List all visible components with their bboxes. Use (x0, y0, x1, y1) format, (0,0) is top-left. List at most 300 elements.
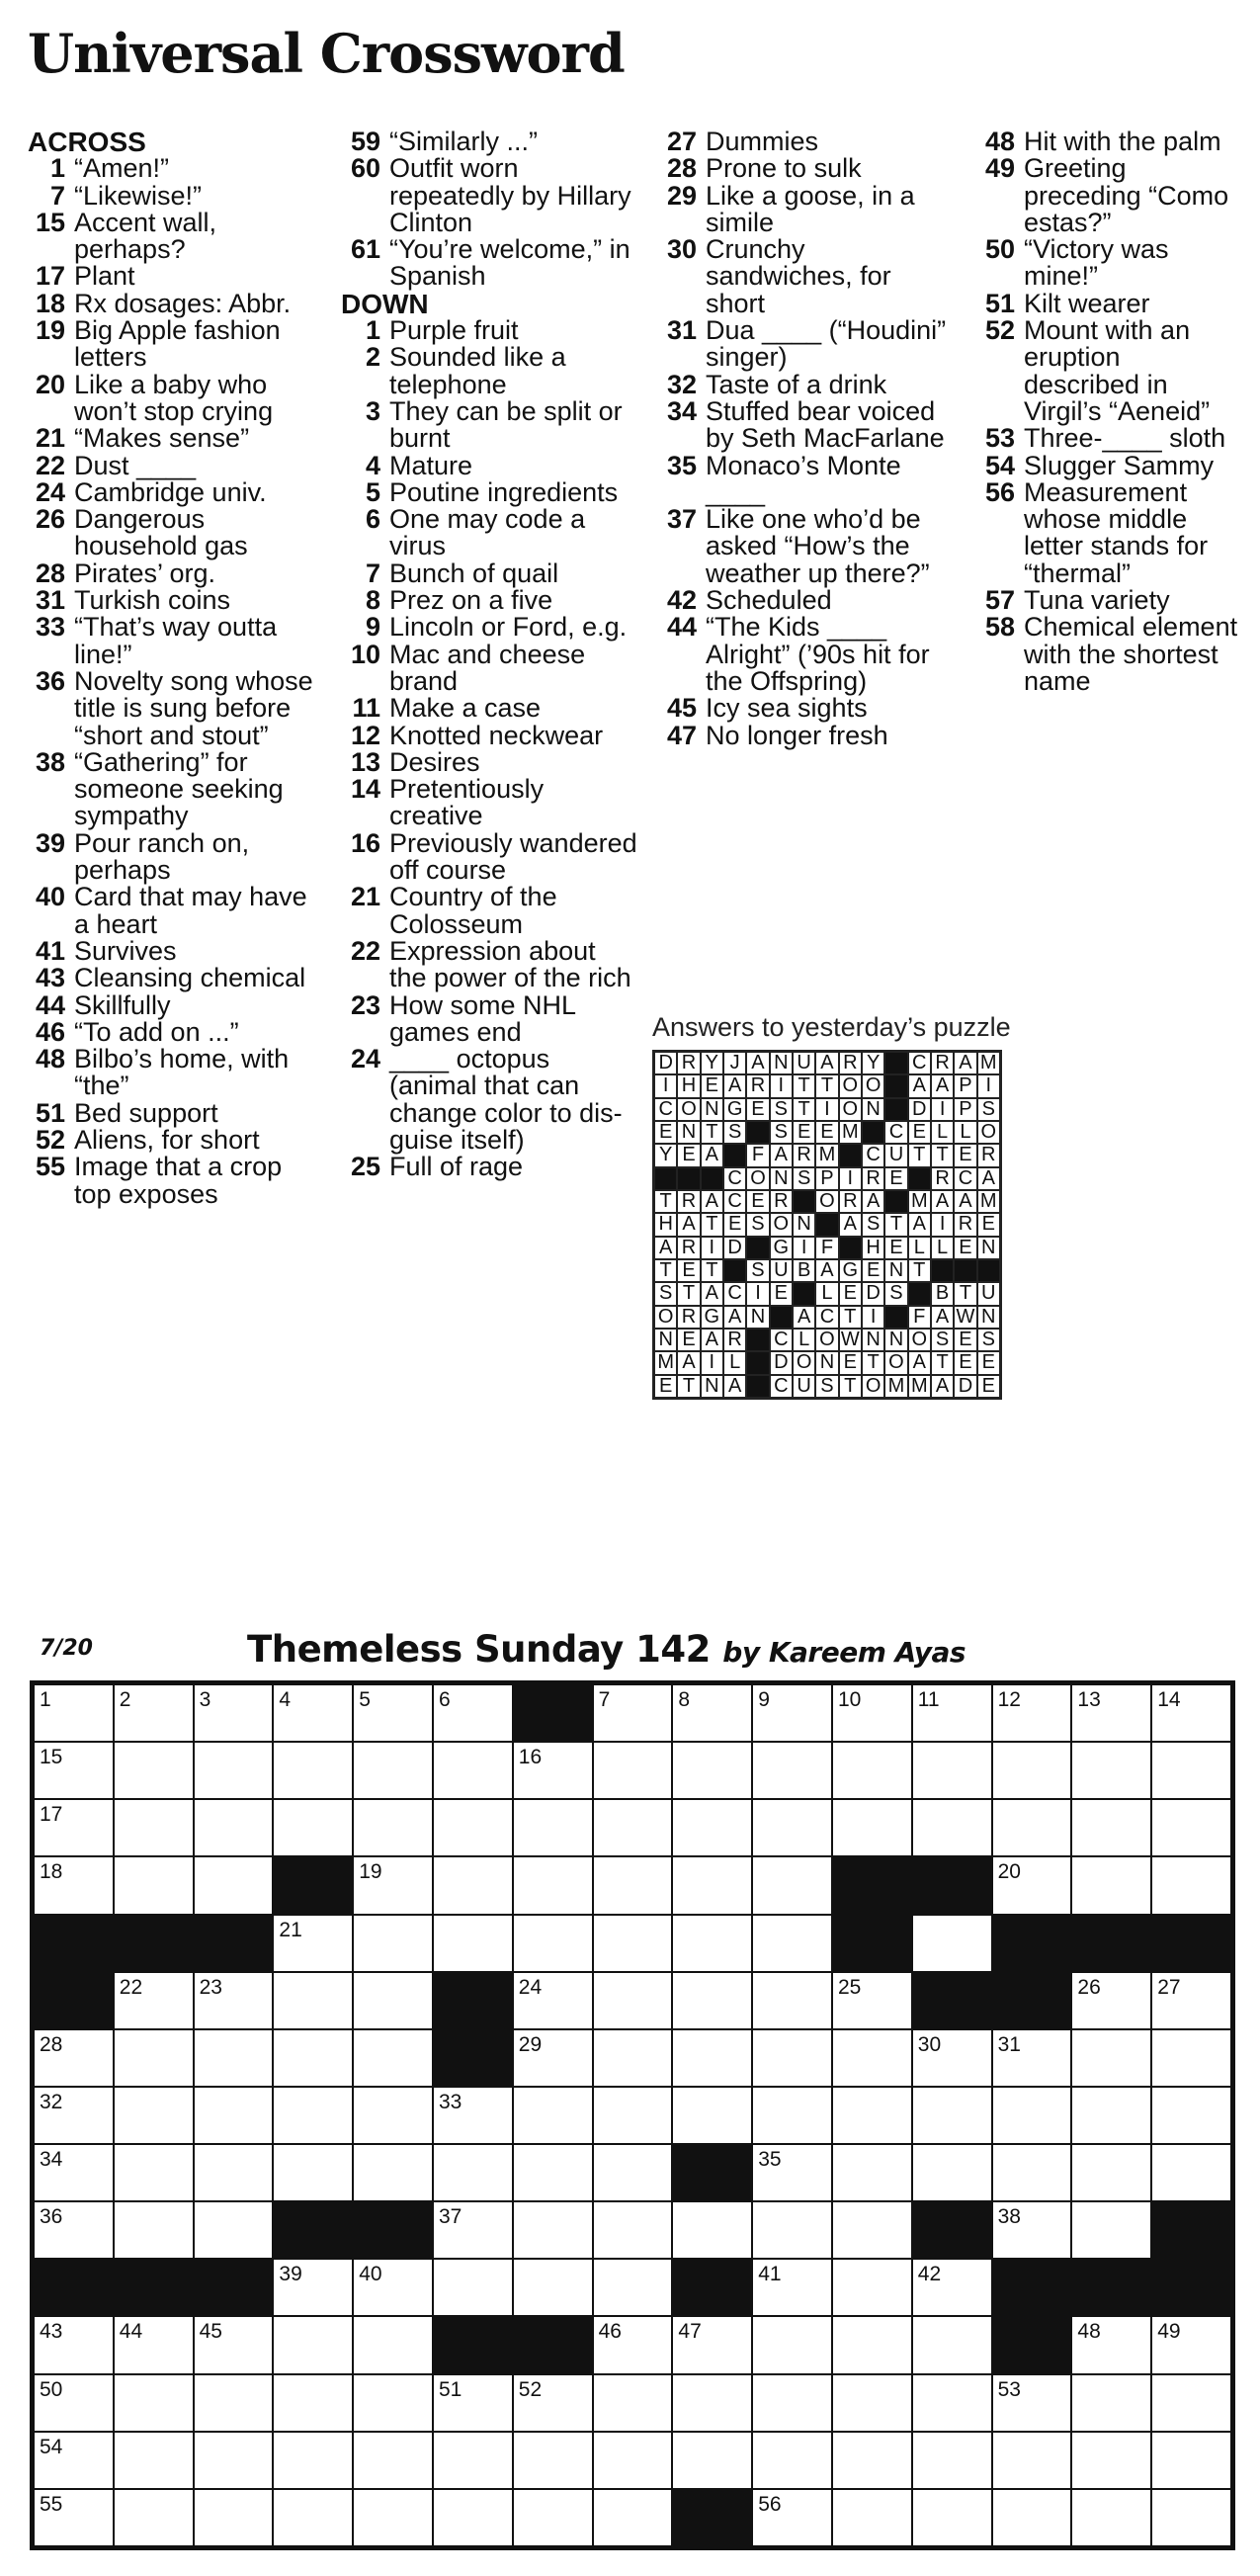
puzzle-cell[interactable] (513, 2087, 593, 2144)
puzzle-cell[interactable] (353, 1742, 433, 1799)
clue-text: Mount with an eruption described in Virgil’s “Aeneid” (1024, 315, 1211, 426)
puzzle-cell[interactable] (1071, 2201, 1151, 2259)
puzzle-cell[interactable] (1151, 1742, 1231, 1799)
puzzle-cell[interactable] (593, 1972, 673, 2029)
puzzle-cell[interactable] (832, 2374, 912, 2432)
clue-text: Poutine ingredients (389, 476, 619, 507)
clue-number: 52 (984, 315, 1015, 346)
puzzle-cell[interactable] (992, 1742, 1072, 1799)
clue-item (341, 720, 637, 750)
puzzle-cell[interactable] (992, 2432, 1072, 2489)
puzzle-cell[interactable] (194, 1742, 274, 1799)
puzzle-cell[interactable] (513, 1972, 593, 2029)
puzzle-cell[interactable] (1151, 2374, 1231, 2432)
puzzle-cell[interactable] (273, 2087, 353, 2144)
puzzle-cell[interactable] (353, 2374, 433, 2432)
answer-cell: E (954, 1351, 976, 1374)
puzzle-cell[interactable] (114, 2432, 194, 2489)
puzzle-cell[interactable] (1071, 2087, 1151, 2144)
cell-number: 5 (359, 1688, 371, 1711)
black-square (912, 1972, 992, 2029)
puzzle-cell[interactable] (513, 2144, 593, 2201)
clue-item (341, 129, 637, 155)
puzzle-cell[interactable] (34, 2489, 114, 2546)
puzzle-cell[interactable] (273, 1799, 353, 1856)
black-square (992, 2316, 1072, 2373)
puzzle-cell[interactable] (912, 1799, 992, 1856)
puzzle-cell[interactable] (273, 2374, 353, 2432)
puzzle-cell[interactable] (353, 2316, 433, 2373)
answer-black-square (793, 1282, 815, 1305)
cell-number: 20 (997, 1860, 1021, 1884)
clue-number: 18 (35, 288, 65, 318)
puzzle-cell[interactable] (34, 2087, 114, 2144)
puzzle-cell[interactable] (832, 1799, 912, 1856)
puzzle-cell[interactable] (114, 2374, 194, 2432)
answer-cell: A (815, 1052, 838, 1074)
answer-cell: M (654, 1351, 677, 1374)
puzzle-cell[interactable] (34, 1742, 114, 1799)
puzzle-cell[interactable] (1151, 2432, 1231, 2489)
puzzle-cell[interactable] (672, 2316, 752, 2373)
black-square (992, 1915, 1072, 1972)
puzzle-cell[interactable] (832, 1972, 912, 2029)
puzzle-cell[interactable] (672, 1799, 752, 1856)
puzzle-cell[interactable] (912, 2029, 992, 2087)
answer-cell: G (701, 1306, 723, 1329)
black-square (672, 2144, 752, 2201)
clue-item (28, 587, 324, 614)
answer-cell: S (977, 1329, 1000, 1351)
puzzle-cell[interactable] (832, 2029, 912, 2087)
answer-cell: I (931, 1098, 954, 1121)
answer-cell: C (723, 1167, 746, 1190)
puzzle-cell[interactable] (353, 2259, 433, 2316)
puzzle-cell[interactable] (433, 2374, 513, 2432)
puzzle-cell[interactable] (353, 2489, 433, 2546)
clue-number: 57 (984, 585, 1015, 616)
puzzle-cell[interactable] (832, 2144, 912, 2201)
puzzle-cell[interactable] (194, 2201, 274, 2259)
puzzle-cell[interactable] (832, 2316, 912, 2373)
puzzle-cell[interactable] (593, 2144, 673, 2201)
puzzle-cell[interactable] (273, 2432, 353, 2489)
puzzle-cell[interactable] (752, 2374, 832, 2432)
puzzle-cell[interactable] (992, 2029, 1072, 2087)
puzzle-cell[interactable] (34, 1799, 114, 1856)
puzzle-cell[interactable] (912, 2489, 992, 2546)
puzzle-cell[interactable] (1151, 1856, 1231, 1914)
puzzle-cell[interactable] (832, 2259, 912, 2316)
puzzle-cell[interactable] (912, 1915, 992, 1972)
answer-cell: M (977, 1052, 1000, 1074)
clue-text: Tuna variety (1024, 585, 1170, 616)
puzzle-title (247, 1628, 966, 1671)
clue-number: 38 (35, 746, 65, 777)
puzzle-cell[interactable] (353, 1799, 433, 1856)
clue-text: Expression about the power of the rich (389, 935, 631, 993)
puzzle-cell[interactable] (34, 2432, 114, 2489)
puzzle-cell[interactable] (912, 2316, 992, 2373)
puzzle-cell[interactable] (353, 2432, 433, 2489)
puzzle-cell[interactable] (273, 1915, 353, 1972)
puzzle-cell[interactable] (593, 1856, 673, 1914)
puzzle-cell[interactable] (194, 1684, 274, 1742)
cell-number: 54 (40, 2435, 63, 2458)
clue-number: 39 (35, 827, 65, 858)
clue-item (28, 1154, 324, 1208)
puzzle-cell[interactable] (593, 1915, 673, 1972)
puzzle-cell[interactable] (273, 2489, 353, 2546)
puzzle-cell[interactable] (992, 2144, 1072, 2201)
puzzle-cell[interactable] (752, 2316, 832, 2373)
puzzle-cell[interactable] (433, 2489, 513, 2546)
clue-text: Sounded like a telephone (389, 342, 566, 399)
puzzle-cell[interactable] (912, 2259, 992, 2316)
black-square (34, 1972, 114, 2029)
clue-item (28, 450, 324, 480)
clue-text: Dust ____ (74, 450, 197, 480)
clue-text: Skillfully (74, 989, 171, 1020)
puzzle-cell[interactable] (912, 2087, 992, 2144)
puzzle-cell[interactable] (433, 1915, 513, 1972)
puzzle-cell[interactable] (353, 2144, 433, 2201)
clue-number: 54 (984, 450, 1015, 480)
answer-cell: C (770, 1329, 793, 1351)
puzzle-cell[interactable] (34, 2374, 114, 2432)
puzzle-cell[interactable] (672, 2087, 752, 2144)
answer-cell: E (770, 1282, 793, 1305)
answer-cell: I (977, 1074, 1000, 1097)
answer-cell: T (839, 1375, 862, 1398)
answer-cell: E (815, 1121, 838, 1144)
puzzle-cell[interactable] (114, 2029, 194, 2087)
answer-cell: A (931, 1190, 954, 1213)
puzzle-cell[interactable] (194, 1856, 274, 1914)
puzzle-cell[interactable] (433, 2087, 513, 2144)
clue-item (28, 1016, 324, 1047)
answer-cell: H (654, 1213, 677, 1236)
puzzle-cell[interactable] (1151, 1799, 1231, 1856)
puzzle-cell[interactable] (114, 2489, 194, 2546)
puzzle-cell[interactable] (832, 1684, 912, 1742)
puzzle-cell[interactable] (513, 1799, 593, 1856)
puzzle-cell[interactable] (273, 1972, 353, 2029)
answer-black-square (793, 1190, 815, 1213)
puzzle-cell[interactable] (353, 1915, 433, 1972)
answer-cell: T (839, 1306, 862, 1329)
puzzle-cell[interactable] (273, 1742, 353, 1799)
puzzle-cell[interactable] (273, 2259, 353, 2316)
puzzle-cell[interactable] (1151, 1684, 1231, 1742)
puzzle-cell[interactable] (1071, 2144, 1151, 2201)
answer-cell: R (746, 1074, 769, 1097)
puzzle-cell[interactable] (672, 2432, 752, 2489)
puzzle-cell[interactable] (1071, 1684, 1151, 1742)
clue-number: 40 (35, 882, 65, 912)
clue-text: Accent wall, perhaps? (74, 207, 217, 265)
puzzle-cell[interactable] (194, 2029, 274, 2087)
puzzle-cell[interactable] (1071, 1856, 1151, 1914)
puzzle-cell[interactable] (433, 2201, 513, 2259)
puzzle-cell[interactable] (433, 1742, 513, 1799)
clue-text: “Amen!” (74, 153, 170, 184)
puzzle-cell[interactable] (433, 1856, 513, 1914)
puzzle-cell[interactable] (114, 2087, 194, 2144)
puzzle-cell[interactable] (353, 1684, 433, 1742)
puzzle-cell[interactable] (114, 2316, 194, 2373)
puzzle-cell[interactable] (752, 2259, 832, 2316)
puzzle-cell[interactable] (114, 1856, 194, 1914)
puzzle-cell[interactable] (992, 2374, 1072, 2432)
puzzle-cell[interactable] (353, 2087, 433, 2144)
answer-cell: L (954, 1121, 976, 1144)
clue-text: Cleansing chemical (74, 963, 306, 993)
answer-black-square (746, 1237, 769, 1259)
puzzle-cell[interactable] (752, 2144, 832, 2201)
puzzle-cell[interactable] (194, 1799, 274, 1856)
cell-number: 17 (40, 1803, 63, 1827)
clue-number: 44 (666, 612, 697, 643)
puzzle-cell[interactable] (752, 2029, 832, 2087)
black-square (34, 1915, 114, 1972)
puzzle-cell[interactable] (194, 2316, 274, 2373)
puzzle-cell[interactable] (433, 2259, 513, 2316)
cell-number: 32 (40, 2090, 63, 2113)
answer-cell: O (839, 1074, 862, 1097)
puzzle-cell[interactable] (912, 2432, 992, 2489)
puzzle-cell[interactable] (832, 1742, 912, 1799)
clue-item (28, 263, 324, 290)
answer-cell: A (701, 1190, 723, 1213)
puzzle-cell[interactable] (194, 2144, 274, 2201)
answer-cell: D (954, 1375, 976, 1398)
puzzle-cell[interactable] (34, 1684, 114, 1742)
down-heading: DOWN (341, 288, 429, 319)
clue-text: Aliens, for short (74, 1124, 260, 1155)
puzzle-cell[interactable] (752, 1684, 832, 1742)
puzzle-cell[interactable] (513, 2029, 593, 2087)
clue-text: Rx dosages: Abbr. (74, 288, 292, 318)
clue-item (341, 776, 637, 830)
puzzle-cell[interactable] (353, 1972, 433, 2029)
puzzle-cell[interactable] (752, 1856, 832, 1914)
puzzle-cell[interactable] (672, 1972, 752, 2029)
clue-item (341, 155, 637, 236)
answer-cell: L (931, 1237, 954, 1259)
puzzle-cell[interactable] (912, 2144, 992, 2201)
puzzle-cell[interactable] (593, 2374, 673, 2432)
puzzle-cell[interactable] (114, 1742, 194, 1799)
answer-cell: S (770, 1098, 793, 1121)
puzzle-cell[interactable] (992, 1799, 1072, 1856)
puzzle-cell[interactable] (912, 2374, 992, 2432)
puzzle-cell[interactable] (912, 1742, 992, 1799)
puzzle-cell[interactable] (752, 1799, 832, 1856)
puzzle-cell[interactable] (273, 1684, 353, 1742)
puzzle-cell[interactable] (194, 2087, 274, 2144)
puzzle-cell[interactable] (593, 1799, 673, 1856)
cell-number: 7 (598, 1688, 611, 1711)
clue-number: 6 (365, 504, 380, 535)
clue-number: 23 (350, 989, 380, 1020)
answer-cell: O (815, 1190, 838, 1213)
puzzle-cell[interactable] (194, 2432, 274, 2489)
puzzle-cell[interactable] (752, 1915, 832, 1972)
puzzle-cell[interactable] (752, 1972, 832, 2029)
clue-text: “Makes sense” (74, 423, 250, 454)
puzzle-cell[interactable] (114, 2201, 194, 2259)
puzzle-cell[interactable] (273, 2029, 353, 2087)
answer-cell: I (862, 1306, 884, 1329)
puzzle-cell[interactable] (1071, 1742, 1151, 1799)
puzzle-cell[interactable] (513, 1915, 593, 1972)
puzzle-cell[interactable] (1071, 2029, 1151, 2087)
puzzle-cell[interactable] (513, 2201, 593, 2259)
puzzle-cell[interactable] (672, 1856, 752, 1914)
puzzle-cell[interactable] (1151, 2316, 1231, 2373)
puzzle-cell[interactable] (672, 2374, 752, 2432)
puzzle-cell[interactable] (672, 2029, 752, 2087)
clue-text: Pretentiously creative (389, 774, 545, 831)
clue-text: “Similarly ...” (389, 127, 538, 156)
puzzle-cell[interactable] (433, 2432, 513, 2489)
answer-cell: N (977, 1237, 1000, 1259)
puzzle-cell[interactable] (194, 2489, 274, 2546)
puzzle-cell[interactable] (194, 2374, 274, 2432)
clue-number: 31 (666, 315, 697, 346)
clue-number: 41 (35, 935, 65, 966)
clue-text: Greeting preceding “Como estas?” (1024, 153, 1229, 237)
puzzle-cell[interactable] (513, 2374, 593, 2432)
puzzle-cell[interactable] (593, 1684, 673, 1742)
puzzle-cell[interactable] (832, 2489, 912, 2546)
puzzle-cell[interactable] (433, 1684, 513, 1742)
answer-black-square (884, 1306, 907, 1329)
answer-cell: E (954, 1144, 976, 1166)
puzzle-cell[interactable] (832, 2201, 912, 2259)
puzzle-cell[interactable] (672, 1915, 752, 1972)
puzzle-cell[interactable] (832, 2432, 912, 2489)
puzzle-cell[interactable] (593, 2489, 673, 2546)
puzzle-cell[interactable] (912, 1684, 992, 1742)
puzzle-cell[interactable] (1151, 2029, 1231, 2087)
cell-number: 55 (40, 2492, 63, 2516)
puzzle-cell[interactable] (353, 2029, 433, 2087)
puzzle-cell[interactable] (672, 1684, 752, 1742)
puzzle-cell[interactable] (114, 1799, 194, 1856)
clue-number: 4 (365, 450, 380, 480)
puzzle-cell[interactable] (1151, 2489, 1231, 2546)
puzzle-cell[interactable] (593, 2432, 673, 2489)
clue-item (28, 155, 324, 182)
puzzle-cell[interactable] (593, 2259, 673, 2316)
answer-cell: S (815, 1375, 838, 1398)
answer-cell: A (908, 1074, 931, 1097)
puzzle-cell[interactable] (273, 2144, 353, 2201)
clue-text: “The Kids ____ Alright” (’90s hit for the Offspring) (706, 612, 930, 696)
puzzle-cell[interactable] (34, 2029, 114, 2087)
puzzle-cell[interactable] (992, 2489, 1072, 2546)
puzzle-cell[interactable] (672, 1742, 752, 1799)
puzzle-cell[interactable] (593, 2087, 673, 2144)
puzzle-cell[interactable] (433, 2144, 513, 2201)
puzzle-cell[interactable] (752, 2432, 832, 2489)
puzzle-cell[interactable] (752, 1742, 832, 1799)
puzzle-cell[interactable] (353, 1856, 433, 1914)
cell-number: 13 (1077, 1688, 1101, 1711)
puzzle-cell[interactable] (114, 1972, 194, 2029)
puzzle-cell[interactable] (752, 2087, 832, 2144)
puzzle-cell[interactable] (513, 2489, 593, 2546)
puzzle-cell[interactable] (992, 2201, 1072, 2259)
puzzle-cell[interactable] (1071, 1799, 1151, 1856)
puzzle-cell[interactable] (832, 2087, 912, 2144)
puzzle-cell[interactable] (1071, 2432, 1151, 2489)
puzzle-cell[interactable] (1071, 1972, 1151, 2029)
puzzle-cell[interactable] (1151, 2144, 1231, 2201)
puzzle-cell[interactable] (593, 1742, 673, 1799)
puzzle-cell[interactable] (1151, 2087, 1231, 2144)
clue-number: 59 (350, 127, 380, 156)
clue-text: Previously wandered off course (389, 827, 637, 886)
answer-cell: N (977, 1306, 1000, 1329)
puzzle-cell[interactable] (1071, 2374, 1151, 2432)
puzzle-cell[interactable] (992, 1684, 1072, 1742)
answer-cell: G (839, 1259, 862, 1282)
puzzle-cell[interactable] (752, 2201, 832, 2259)
puzzle-cell[interactable] (34, 2144, 114, 2201)
clue-item (657, 369, 954, 399)
puzzle-cell[interactable] (273, 2316, 353, 2373)
puzzle-cell[interactable] (34, 1856, 114, 1914)
puzzle-cell[interactable] (593, 2201, 673, 2259)
puzzle-cell[interactable] (992, 1856, 1072, 1914)
answer-cell: T (931, 1144, 954, 1166)
black-square (1151, 2259, 1231, 2316)
answer-cell: C (815, 1306, 838, 1329)
clue-number: 16 (350, 827, 380, 858)
answer-cell: E (954, 1329, 976, 1351)
puzzle-cell[interactable] (513, 2259, 593, 2316)
puzzle-cell[interactable] (513, 1742, 593, 1799)
clue-text: Image that a crop top exposes (74, 1152, 283, 1209)
puzzle-cell[interactable] (34, 2201, 114, 2259)
puzzle-cell[interactable] (513, 2432, 593, 2489)
puzzle-cell[interactable] (513, 1856, 593, 1914)
clue-item (973, 288, 1240, 318)
answer-black-square (746, 1351, 769, 1374)
answer-cell: E (677, 1329, 700, 1351)
puzzle-cell[interactable] (1151, 1972, 1231, 2029)
puzzle-cell[interactable] (433, 1799, 513, 1856)
puzzle-cell[interactable] (114, 2144, 194, 2201)
clue-text: Three-____ sloth (1024, 423, 1226, 454)
puzzle-cell[interactable] (992, 2087, 1072, 2144)
puzzle-cell[interactable] (34, 2316, 114, 2373)
puzzle-cell[interactable] (752, 2489, 832, 2546)
clue-text: Lincoln or Ford, e.g. (389, 612, 628, 643)
puzzle-cell[interactable] (114, 1684, 194, 1742)
puzzle-cell[interactable] (593, 2029, 673, 2087)
puzzle-cell[interactable] (1071, 2489, 1151, 2546)
answer-grid (652, 1050, 1002, 1400)
puzzle-cell[interactable] (593, 2316, 673, 2373)
clue-number: 43 (35, 963, 65, 993)
puzzle-cell[interactable] (1071, 2316, 1151, 2373)
puzzle-cell[interactable] (672, 2201, 752, 2259)
puzzle-cell[interactable] (194, 1972, 274, 2029)
